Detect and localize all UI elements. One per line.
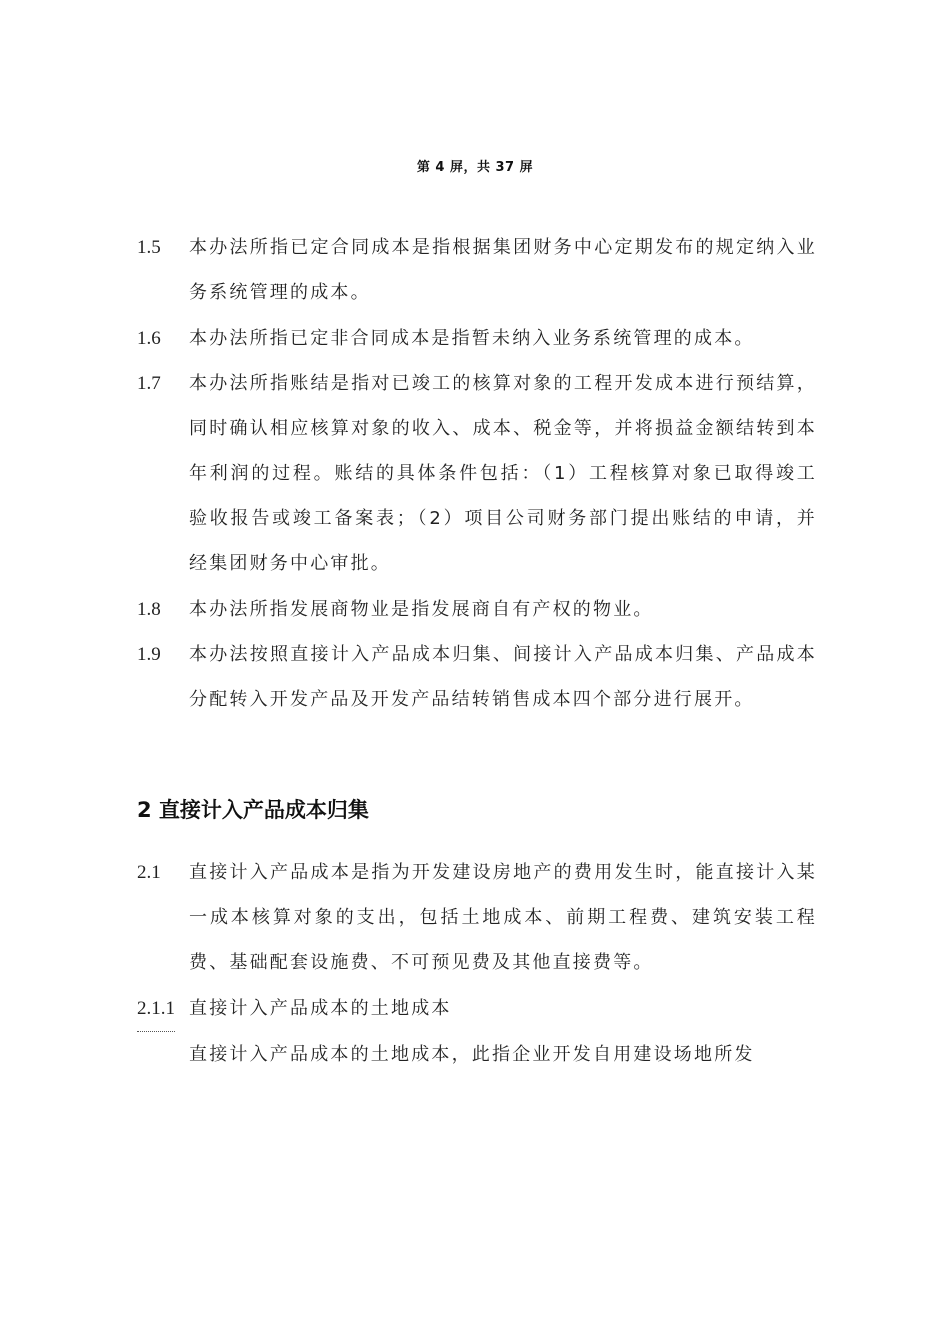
body-paragraph: 直接计入产品成本的土地成本，此指企业开发自用建设场地所发 (189, 1044, 755, 1065)
clause-text: 直接计入产品成本是指为开发建设房地产的费用发生时，能直接计入某一成本核算对象的支出，包括土地成本、前期工程费、建筑安装工程费、基础配套设施费、不可预见费及其他直接费等。 (189, 862, 817, 973)
clause-1-6 (137, 316, 817, 361)
clause-number: 1.9 (137, 644, 161, 665)
section-heading: 2 直接计入产品成本归集 (137, 798, 369, 822)
clause-1-8 (137, 587, 817, 632)
clause-text: 本办法按照直接计入产品成本归集、间接计入产品成本归集、产品成本分配转入开发产品及开发产品结转销售成本四个部分进行展开。 (189, 644, 817, 710)
page-indicator: 第 4 屏，共 37 屏 (416, 160, 534, 175)
clause-1-7 (137, 361, 817, 586)
clause-number: 1.7 (137, 373, 161, 394)
clause-1-5 (137, 225, 817, 315)
clause-number: 1.8 (137, 599, 161, 620)
clause-2-1 (137, 850, 817, 985)
clause-text: 本办法所指已定非合同成本是指暂未纳入业务系统管理的成本。 (189, 328, 755, 349)
clause-1-9 (137, 632, 817, 722)
clause-number: 2.1 (137, 862, 161, 883)
clause-number: 1.6 (137, 328, 161, 349)
clause-number: 1.5 (137, 237, 161, 258)
clause-text: 本办法所指账结是指对已竣工的核算对象的工程开发成本进行预结算，同时确认相应核算对象的收入、成本、税金等，并将损益金额结转到本年利润的过程。账结的具体条件包括：（1）工程核算对象已取得竣工验收报告或竣工备案表；（2）项目公司财务部门提出账结的申请，并经集团财务中心审批。 (189, 373, 817, 574)
clause-text: 本办法所指发展商物业是指发展商自有产权的物业。 (189, 599, 654, 620)
clause-text: 直接计入产品成本的土地成本 (189, 998, 452, 1019)
clause-2-1-1 (137, 986, 817, 1031)
clause-number: 2.1.1 (137, 986, 175, 1032)
clause-text: 本办法所指已定合同成本是指根据集团财务中心定期发布的规定纳入业务系统管理的成本。 (189, 237, 817, 303)
